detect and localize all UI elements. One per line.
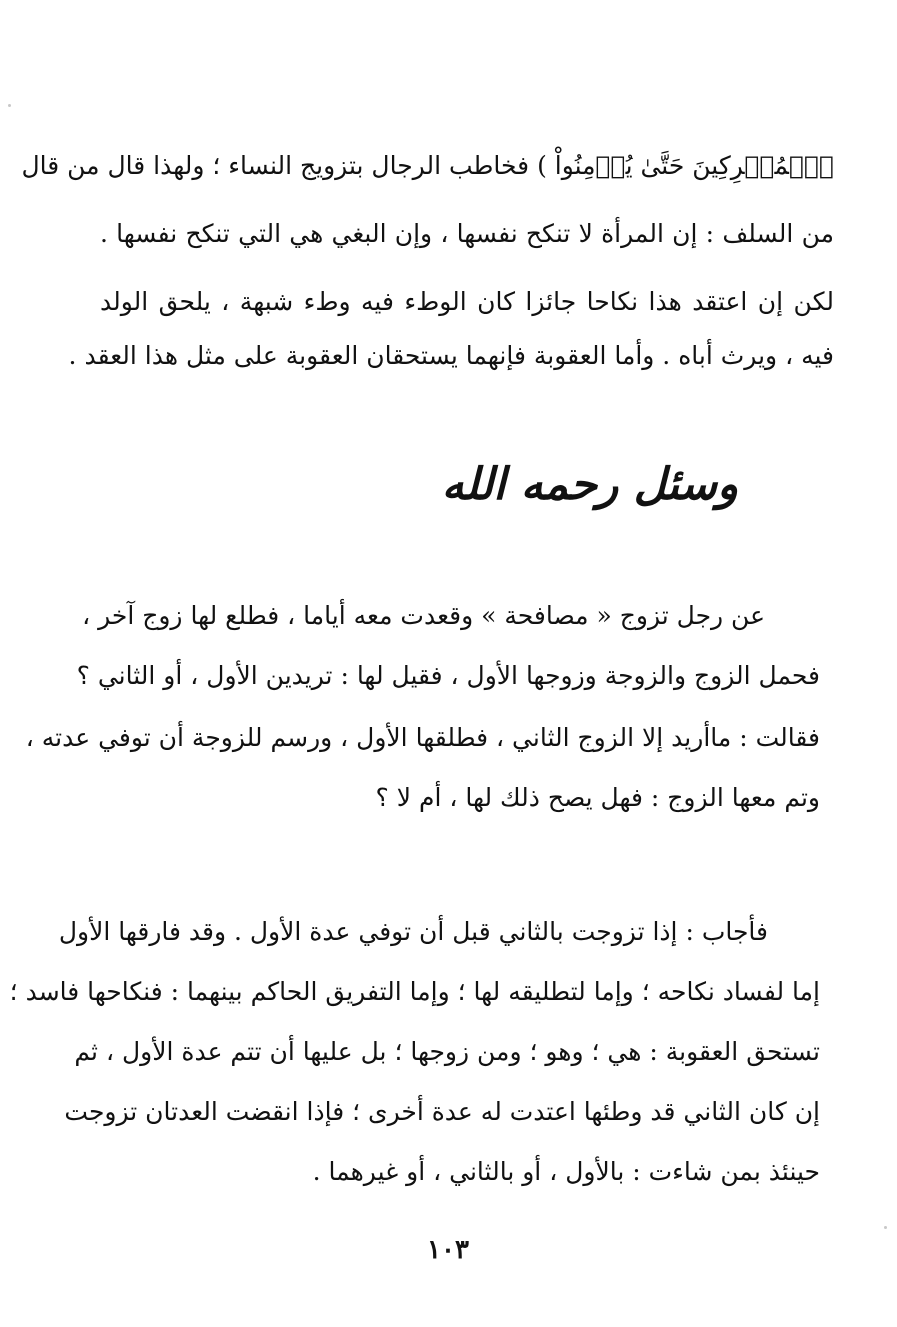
paragraph-3-line-2: إما لفساد نكاحه ؛ وإما لتطليقه لها ؛ وإما التفريق الحاكم بينهما : فنكاحها فاسد ؛	[9, 977, 820, 1006]
paragraph-2-line-1: عن رجل تزوج « مصافحة » وقعدت معه أياما ، فطلع لها زوج آخر ،	[82, 601, 765, 630]
paragraph-3-line-3: تستحق العقوبة : هي ؛ وهو ؛ ومن زوجها ؛ بل عليها أن تتم عدة الأول ، ثم	[74, 1037, 820, 1066]
scan-speck	[884, 1226, 887, 1229]
paragraph-3-line-4: إن كان الثاني قد وطئها اعتدت له عدة أخرى ؛ فإذا انقضت العدتان تزوجت	[64, 1097, 820, 1126]
paragraph-1-line-4: فيه ، ويرث أباه . وأما العقوبة فإنهما يستحقان العقوبة على مثل هذا العقد .	[68, 341, 834, 370]
section-heading: وسئل رحمه الله	[441, 459, 739, 510]
paragraph-1-line-2: من السلف : إن المرأة لا تنكح نفسها ، وإن البغي هي التي تنكح نفسها .	[100, 219, 834, 248]
paragraph-1-line-3: لكن إن اعتقد هذا نكاحا جائزا كان الوطء فيه وطء شبهة ، يلحق الولد	[100, 287, 834, 316]
paragraph-2-line-4: وتم معها الزوج : فهل يصح ذلك لها ، أم لا ؟	[375, 783, 820, 812]
paragraph-2-line-3: فقالت : ماأريد إلا الزوج الثاني ، فطلقها الأول ، ورسم للزوجة أن توفي عدته ،	[25, 723, 820, 752]
paragraph-3-line-1: فأجاب : إذا تزوجت بالثاني قبل أن توفي عدة الأول . وقد فارقها الأول	[58, 917, 768, 946]
paragraph-1-line-1: ٱلۡمُشۡرِكِينَ حَتَّىٰ يُؤۡمِنُواْ ) فخاطب الرجال بتزويج النساء ؛ ولهذا قال من قال	[21, 151, 834, 180]
scan-speck	[8, 104, 11, 107]
paragraph-3-line-5: حينئذ بمن شاءت : بالأول ، أو بالثاني ، أو غيرهما .	[312, 1157, 820, 1186]
paragraph-2-line-2: فحمل الزوج والزوجة وزوجها الأول ، فقيل لها : تريدين الأول ، أو الثاني ؟	[76, 661, 820, 690]
page-number: ١٠٣	[427, 1235, 469, 1265]
